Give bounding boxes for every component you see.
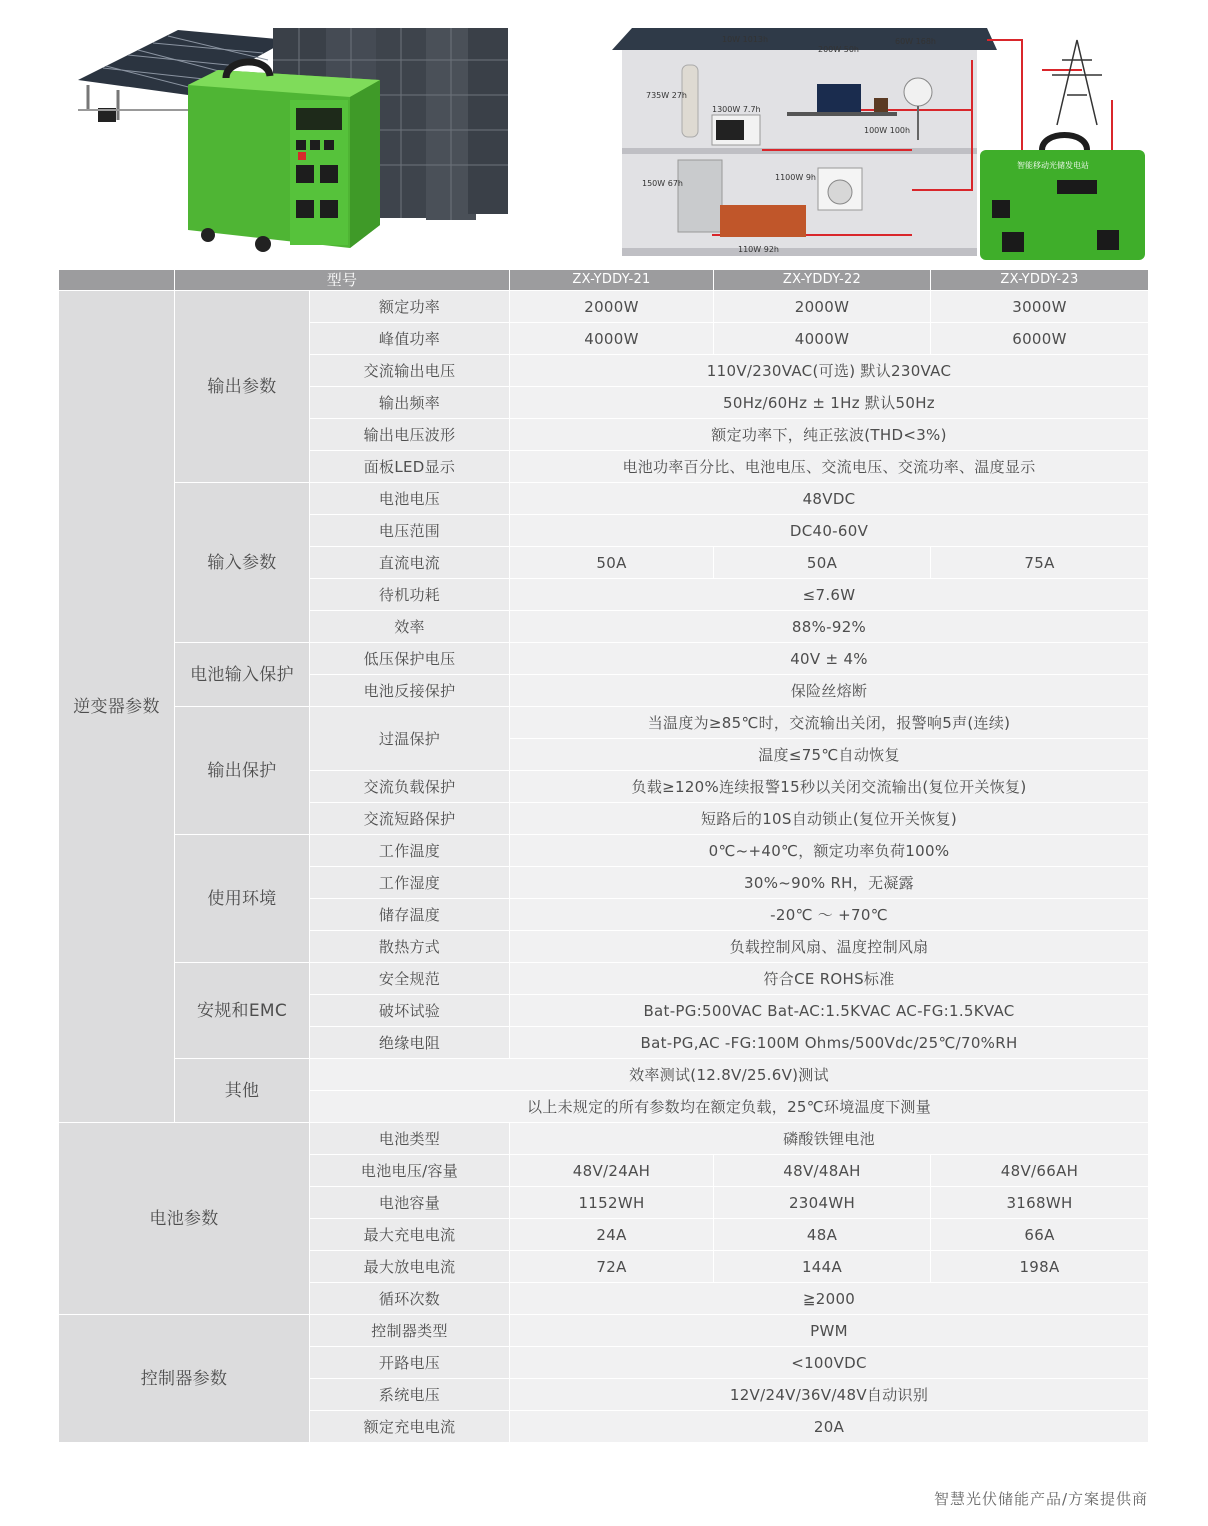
item-label: 低压保护电压 xyxy=(310,643,510,675)
standing-fan-icon xyxy=(904,78,932,106)
item-label: 绝缘电阻 xyxy=(310,1027,510,1059)
value-cell: 电池功率百分比、电池电压、交流电压、交流功率、温度显示 xyxy=(510,451,1149,483)
section-controller: 控制器参数 xyxy=(59,1315,310,1443)
value-cell: 48VDC xyxy=(510,483,1149,515)
item-label: 工作湿度 xyxy=(310,867,510,899)
item-label: 控制器类型 xyxy=(310,1315,510,1347)
group-input: 输入参数 xyxy=(175,483,310,643)
value-cell: 24A xyxy=(510,1219,714,1251)
table-row xyxy=(59,1123,1149,1155)
label-lamp: 100W 100h xyxy=(864,126,911,135)
label-standfan: 60W 168h xyxy=(895,37,936,46)
roof-solar-panel-icon xyxy=(612,28,997,50)
value-cell: 保险丝熔断 xyxy=(510,675,1149,707)
value-cell: 66A xyxy=(931,1219,1149,1251)
table-row xyxy=(59,1315,1149,1347)
value-cell: 72A xyxy=(510,1251,714,1283)
table-header-row xyxy=(59,270,1149,291)
value-cell: 48V/48AH xyxy=(714,1155,931,1187)
item-label: 待机功耗 xyxy=(310,579,510,611)
value-cell: 1152WH xyxy=(510,1187,714,1219)
group-other: 其他 xyxy=(175,1059,310,1123)
item-label: 交流输出电压 xyxy=(310,355,510,387)
value-cell: 144A xyxy=(714,1251,931,1283)
item-label: 输出频率 xyxy=(310,387,510,419)
value-cell: 50A xyxy=(510,547,714,579)
table-row xyxy=(59,643,1149,675)
value-cell: 110V/230VAC(可选) 默认230VAC xyxy=(510,355,1149,387)
header-model: 型号 xyxy=(175,270,510,291)
item-label: 电池电压 xyxy=(310,483,510,515)
lamp-icon xyxy=(874,98,888,112)
value-cell: PWM xyxy=(510,1315,1149,1347)
value-cell: Bat-PG:500VAC Bat-AC:1.5KVAC AC-FG:1.5KVAC xyxy=(510,995,1149,1027)
table-row xyxy=(59,291,1149,323)
value-cell: 0℃~+40℃，额定功率负荷100% xyxy=(510,835,1149,867)
label-fridge: 150W 67h xyxy=(642,179,683,188)
value-cell: 75A xyxy=(931,547,1149,579)
power-pylon-icon xyxy=(1052,40,1102,125)
item-label: 工作温度 xyxy=(310,835,510,867)
power-station-icon xyxy=(188,62,380,252)
group-env: 使用环境 xyxy=(175,835,310,963)
house-diagram xyxy=(612,0,1152,268)
item-label: 破坏试验 xyxy=(310,995,510,1027)
item-label: 最大放电电流 xyxy=(310,1251,510,1283)
value-cell: 2000W xyxy=(714,291,931,323)
value-cell: 48V/24AH xyxy=(510,1155,714,1187)
item-label: 电池反接保护 xyxy=(310,675,510,707)
value-cell: 当温度为≥85℃时，交流输出关闭，报警响5声(连续) xyxy=(510,707,1149,739)
value-cell: 12V/24V/36V/48V自动识别 xyxy=(510,1379,1149,1411)
header-model-2: ZX-YDDY-22 xyxy=(714,270,931,291)
item-label: 电池容量 xyxy=(310,1187,510,1219)
table-row xyxy=(59,835,1149,867)
item-label: 额定功率 xyxy=(310,291,510,323)
header-model-3: ZX-YDDY-23 xyxy=(931,270,1149,291)
item-label: 交流短路保护 xyxy=(310,803,510,835)
value-cell: 50Hz/60Hz ± 1Hz 默认50Hz xyxy=(510,387,1149,419)
item-label: 输出电压波形 xyxy=(310,419,510,451)
value-cell: ≤7.6W xyxy=(510,579,1149,611)
value-cell: 48V/66AH xyxy=(931,1155,1149,1187)
value-cell: 负载≥120%连续报警15秒以关闭交流输出(复位开关恢复) xyxy=(510,771,1149,803)
value-cell: 2000W xyxy=(510,291,714,323)
item-label: 过温保护 xyxy=(310,707,510,771)
section-battery: 电池参数 xyxy=(59,1123,310,1315)
group-output: 输出参数 xyxy=(175,291,310,483)
item-label: 直流电流 xyxy=(310,547,510,579)
product-photo xyxy=(58,0,518,268)
footer-tagline: 智慧光伏储能产品/方案提供商 xyxy=(933,1490,1148,1508)
table-row xyxy=(59,707,1149,739)
item-label: 系统电压 xyxy=(310,1379,510,1411)
item-label: 额定充电电流 xyxy=(310,1411,510,1443)
value-cell: ≧2000 xyxy=(510,1283,1149,1315)
item-label: 效率 xyxy=(310,611,510,643)
value-cell: 3168WH xyxy=(931,1187,1149,1219)
group-batt-protect: 电池输入保护 xyxy=(175,643,310,707)
table-row xyxy=(59,1059,1149,1091)
item-label: 电池电压/容量 xyxy=(310,1155,510,1187)
value-cell: 20A xyxy=(510,1411,1149,1443)
value-cell: 40V ± 4% xyxy=(510,643,1149,675)
value-cell: Bat-PG,AC -FG:100M Ohms/500Vdc/25℃/70%RH xyxy=(510,1027,1149,1059)
station-label: 智能移动光储发电站 xyxy=(1017,161,1089,170)
heater-icon xyxy=(682,65,698,137)
table-row xyxy=(59,963,1149,995)
header-model-1: ZX-YDDY-21 xyxy=(510,270,714,291)
spec-table xyxy=(58,269,1149,1443)
value-cell: 6000W xyxy=(931,323,1149,355)
solar-station-illustration xyxy=(58,0,518,268)
value-cell: 48A xyxy=(714,1219,931,1251)
value-cell: 磷酸铁锂电池 xyxy=(510,1123,1149,1155)
fridge-icon xyxy=(678,160,722,232)
item-label: 散热方式 xyxy=(310,931,510,963)
value-cell: 额定功率下，纯正弦波(THD<3%) xyxy=(510,419,1149,451)
section-inverter: 逆变器参数 xyxy=(59,291,175,1123)
label-tv: 110W 92h xyxy=(738,245,779,254)
value-cell: 88%-92% xyxy=(510,611,1149,643)
value-cell: 2304WH xyxy=(714,1187,931,1219)
value-cell: 效率测试(12.8V/25.6V)测试 xyxy=(310,1059,1149,1091)
item-label: 储存温度 xyxy=(310,899,510,931)
item-label: 最大充电电流 xyxy=(310,1219,510,1251)
house-diagram-illustration xyxy=(612,0,1152,268)
label-washer: 1100W 9h xyxy=(775,173,816,182)
label-microwave: 1300W 7.7h xyxy=(712,105,761,114)
value-cell: 198A xyxy=(931,1251,1149,1283)
value-cell: 4000W xyxy=(510,323,714,355)
item-label: 面板LED显示 xyxy=(310,451,510,483)
value-cell: 以上未规定的所有参数均在额定负载，25℃环境温度下测量 xyxy=(310,1091,1149,1123)
label-pc: 200W 50h xyxy=(818,45,859,54)
group-out-protect: 输出保护 xyxy=(175,707,310,835)
value-cell: 4000W xyxy=(714,323,931,355)
value-cell: DC40-60V xyxy=(510,515,1149,547)
item-label: 电压范围 xyxy=(310,515,510,547)
station-icon xyxy=(980,135,1145,260)
value-cell: 温度≤75℃自动恢复 xyxy=(510,739,1149,771)
value-cell: 负载控制风扇、温度控制风扇 xyxy=(510,931,1149,963)
group-emc: 安规和EMC xyxy=(175,963,310,1059)
item-label: 交流负载保护 xyxy=(310,771,510,803)
value-cell: -20℃ ～ +70℃ xyxy=(510,899,1149,931)
item-label: 峰值功率 xyxy=(310,323,510,355)
value-cell: 短路后的10S自动锁止(复位开关恢复) xyxy=(510,803,1149,835)
tv-icon xyxy=(720,205,806,237)
value-cell: <100VDC xyxy=(510,1347,1149,1379)
value-cell: 50A xyxy=(714,547,931,579)
item-label: 循环次数 xyxy=(310,1283,510,1315)
item-label: 开路电压 xyxy=(310,1347,510,1379)
value-cell: 3000W xyxy=(931,291,1149,323)
table-row xyxy=(59,483,1149,515)
label-fan: 10W 1013h xyxy=(722,35,769,44)
value-cell: 30%~90% RH，无凝露 xyxy=(510,867,1149,899)
item-label: 电池类型 xyxy=(310,1123,510,1155)
monitor-icon xyxy=(817,84,861,112)
value-cell: 符合CE ROHS标准 xyxy=(510,963,1149,995)
item-label: 安全规范 xyxy=(310,963,510,995)
label-heater: 735W 27h xyxy=(646,91,687,100)
